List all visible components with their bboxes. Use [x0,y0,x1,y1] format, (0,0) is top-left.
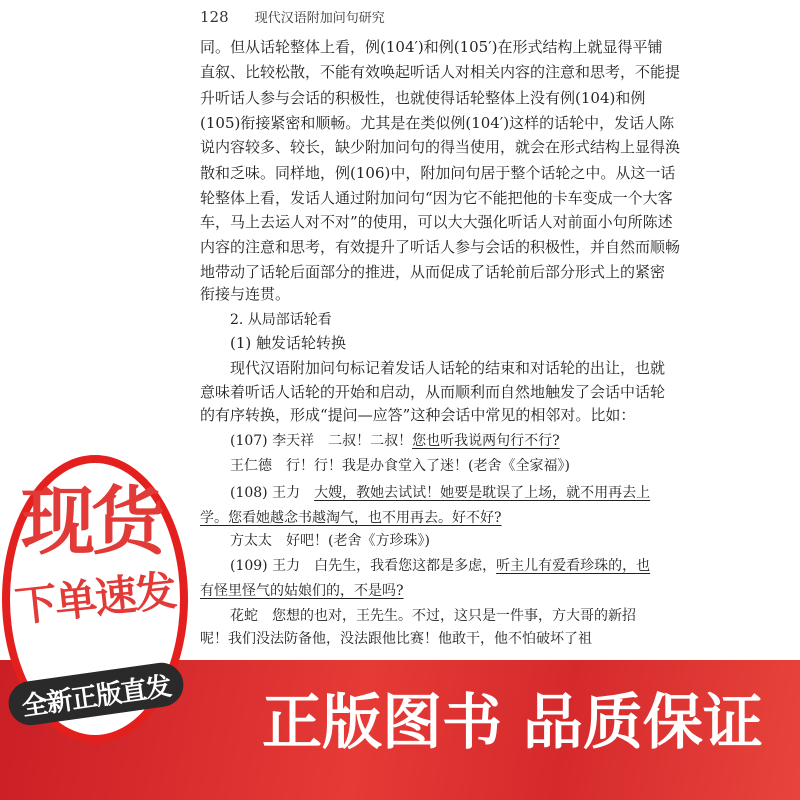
example-underlined-text: 听主儿有爱看珍珠的，也 [496,558,651,574]
text-line: 同。但从话轮整体上看，例(104′)和例(105′)在形式结构上就显得平铺 [200,38,663,56]
text-line: 地带动了话轮后面部分的推进，从而促成了话轮前后部分形式上的紧密 [200,263,666,281]
example-108-line [230,483,650,503]
section-heading: 2. 从局部话轮看 [230,312,332,328]
promo-badge-title: 现货 [21,479,161,565]
example-107-reply: 王仁德 行！行！我是办食堂入了迷！(老舍《全家福》) [230,458,570,474]
example-108-reply: 方太太 好吧！(老舍《方珍珠》) [230,533,430,549]
text-line: 现代汉语附加问句标记着发话人话轮的结束和对话轮的出让，也就 [230,359,666,377]
text-line: 意味着听话人话轮的开始和启动，从而顺利而自然地触发了会话中话轮 [200,383,666,401]
example-text: (107) 李天祥 二叔！二叔！ [230,433,413,449]
text-line: 直叙、比较松散，不能有效唤起听话人对相关内容的注意和思考，不能提 [200,63,681,81]
example-text: (108) 王力 [230,485,315,501]
subsection-heading: (1) 触发话轮转换 [230,334,347,352]
example-text: (109) 王力 白先生，我看您这都是多虑， [230,558,497,574]
example-underlined-text: 学。您看她越念书越淘气，也不用再去。好不好? [200,510,502,526]
example-109-reply: 花蛇 您想的也对，王先生。不过，这只是一件事，方大哥的新招 [230,608,636,624]
text-line: 散和乏味。同样地，例(106)中，附加问句居于整个话轮之中。从这一话 [200,164,676,182]
promo-badge-subtitle: 下单速发 [12,565,178,632]
example-underlined-text: 有怪里怪气的姑娘们的，不是吗? [200,583,404,599]
text-line: 衔接与连贯。 [200,285,291,303]
text-line: 的有序转换，形成“提问—应答”这种会话中常见的相邻对。比如： [200,406,636,424]
text-line: (105)衔接紧密和顺畅。尤其是在类似例(104′)这样的话轮中，发话人陈 [200,114,675,132]
example-108-cont [200,508,502,528]
running-header [200,7,385,26]
example-107-line [230,431,560,451]
example-underlined-text: 您也听我说两句行不行? [412,433,560,449]
promo-badge-pill-text: 全新正版直发 [19,671,173,722]
text-line: 内容的注意和思考，有效提升了听话人参与会话的积极性，并自然而顺畅 [200,238,681,256]
promo-banner-text: 正版图书 品质保证 [262,688,763,758]
text-line: 车，马上去运人对不对”的使用，可以大大强化听话人对前面小句所陈述 [200,213,673,231]
book-title: 现代汉语附加问句研究 [254,11,385,26]
text-line: 说内容较多、较长，缺少附加问句的得当使用，就会在形式结构上显得涣 [200,138,681,156]
example-underlined-text: 大嫂，教她去试试！她要是耽误了上场，就不用再去上 [314,485,651,501]
page-number: 128 [200,8,229,26]
text-line: 轮整体上看，发话人通过附加问句“因为它不能把他的卡车变成一个大客 [200,189,673,207]
text-line: 升听话人参与会话的积极性，也就使得话轮整体上没有例(104)和例 [200,89,646,107]
example-109-reply-cont: 呢！我们没法防备他，没法跟他比赛！他敢干，他不怕破坏了祖 [200,631,592,647]
example-109-line [230,556,650,576]
example-109-cont [200,581,404,601]
